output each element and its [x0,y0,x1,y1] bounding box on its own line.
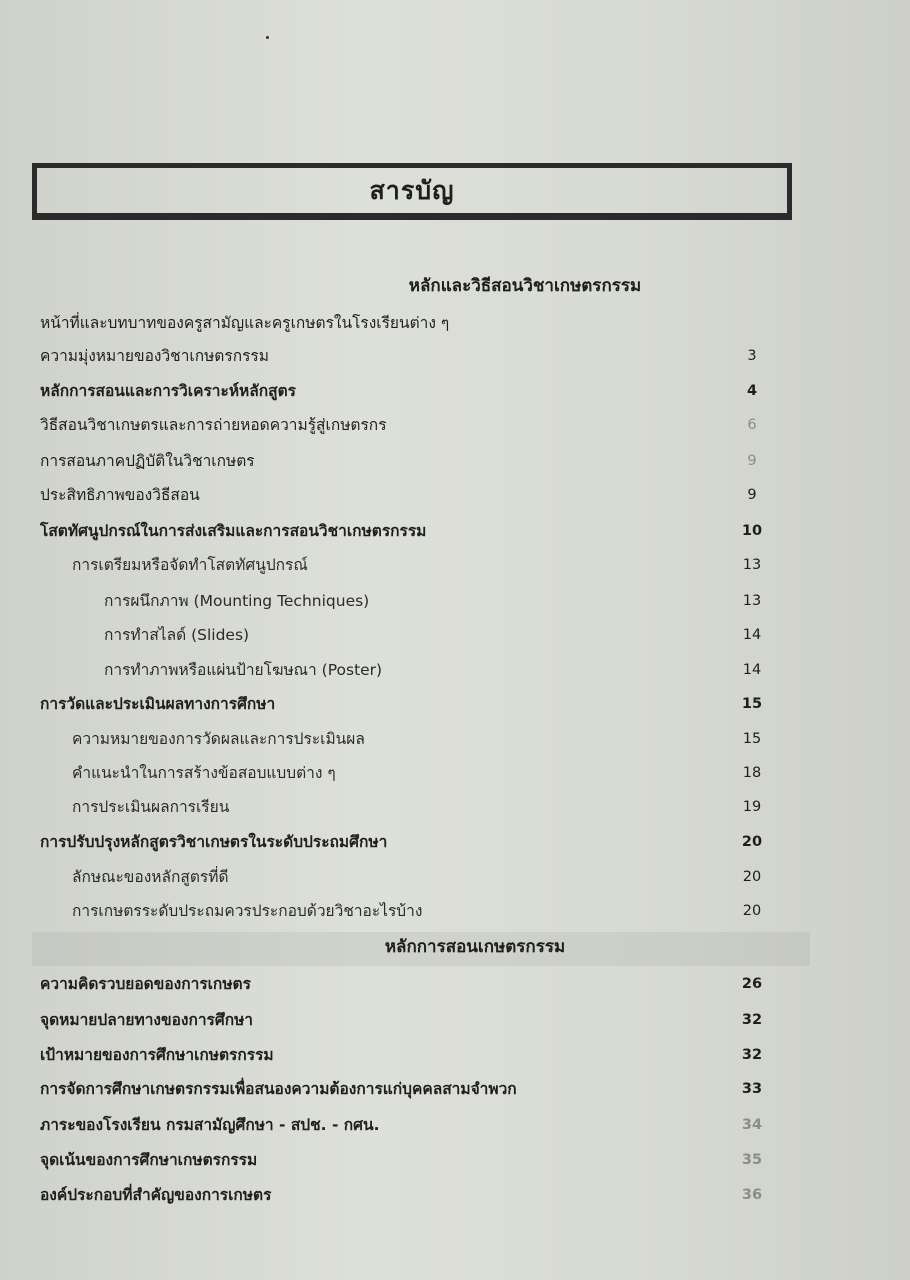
toc-entry-page: 18 [742,765,762,781]
toc-entry-label: การจัดการศึกษาเกษตรกรรมเพื่อสนองความต้องการแก่บุคคลสามจำพวก [40,1080,517,1098]
toc-entry-label: ความคิดรวบยอดของการเกษตร [40,975,251,993]
toc-entry-page: 9 [747,453,757,469]
toc-entry-page: 15 [741,696,763,712]
toc-entry-page: 35 [741,1152,763,1168]
toc-entry [0,726,910,752]
toc-entry-label: การเตรียมหรือจัดทำโสตทัศนูปกรณ์ [72,556,308,574]
toc-entry-label: การประเมินผลการเรียน [72,798,230,816]
toc-entry [0,760,910,786]
toc-entry [0,1007,910,1033]
toc-entry-label: โสตทัศนูปกรณ์ในการส่งเสริมและการสอนวิชาเกษตรกรรม [40,522,427,540]
toc-entry-label: การทำภาพหรือแผ่นป้ายโฆษณา (Poster) [104,661,383,679]
section-heading-1: หลักและวิธีสอนวิชาเกษตรกรรม [408,276,642,296]
toc-entry-label: หลักการสอนและการวิเคราะห์หลักสูตร [40,382,296,400]
toc-entry [0,1147,910,1173]
toc-entry [0,412,910,438]
toc-entry-label: การเกษตรระดับประถมควรประกอบด้วยวิชาอะไรบ้าง [72,902,423,920]
toc-entry-label: ประสิทธิภาพของวิธีสอน [40,486,200,504]
toc-entry-label: เป้าหมายของการศึกษาเกษตรกรรม [40,1046,274,1064]
toc-entry-page: 10 [741,523,763,539]
toc-entry [0,657,910,683]
toc-entry-page: 20 [742,869,762,885]
page-title: สารบัญ [369,175,455,205]
toc-entry-label: จุดหมายปลายทางของการศึกษา [40,1011,254,1029]
toc-entry-page: 13 [742,557,762,573]
toc-entry [0,864,910,890]
toc-entry-page: 26 [741,976,763,992]
toc-entry [0,482,910,508]
toc-entry [0,971,910,997]
speck [266,36,269,39]
toc-entry [0,343,910,369]
toc-entry-page: 6 [747,417,757,433]
toc-entry [0,552,910,578]
toc-entry [0,1042,910,1068]
toc-entry-label: การสอนภาคปฏิบัติในวิชาเกษตร [40,452,255,470]
toc-entry-label: การผนึกภาพ (Mounting Techniques) [104,592,370,610]
toc-entry [0,691,910,717]
toc-entry-label: ความมุ่งหมายของวิชาเกษตรกรรม [40,347,269,365]
toc-entry-label: การวัดและประเมินผลทางการศึกษา [40,695,276,713]
toc-entry-label: ลักษณะของหลักสูตรที่ดี [72,868,229,886]
toc-entry [0,622,910,648]
toc-entry [0,1112,910,1138]
toc-entry-label: คำแนะนำในการสร้างข้อสอบแบบต่าง ๆ [72,764,336,782]
toc-entry-page: 20 [742,903,762,919]
toc-entry-label: วิธีสอนวิชาเกษตรและการถ่ายหอดความรู้สู่เกษตรกร [40,416,387,434]
toc-entry-page: 13 [742,593,762,609]
toc-entry [0,829,910,855]
toc-entry-label: จุดเน้นของการศึกษาเกษตรกรรม [40,1151,258,1169]
toc-entry [0,448,910,474]
toc-entry-label: องค์ประกอบที่สำคัญของการเกษตร [40,1186,272,1204]
toc-entry-page: 9 [747,487,757,503]
toc-entry-page: 32 [741,1047,763,1063]
toc-entry-label: ความหมายของการวัดผลและการประเมินผล [72,730,365,748]
toc-entry [0,310,910,336]
toc-entry-page: 19 [742,799,762,815]
toc-entry-page: 34 [741,1117,763,1133]
toc-entry [0,1182,910,1208]
section-heading-2: หลักการสอนเกษตรกรรม [384,937,566,957]
toc-entry-label: การปรับปรุงหลักสูตรวิชาเกษตรในระดับประถมศึกษา [40,833,388,851]
toc-entry-page: 3 [747,348,757,364]
toc-entry-label: ภาระของโรงเรียน กรมสามัญศึกษา - สปช. - กศน. [40,1116,380,1134]
toc-entry-page: 32 [741,1012,763,1028]
toc-entry-page: 20 [741,834,763,850]
toc-entry [0,588,910,614]
toc-entry-page: 4 [746,383,758,399]
title-box [32,163,792,220]
toc-entry [0,518,910,544]
toc-entry-page: 36 [741,1187,763,1203]
toc-entry [0,378,910,404]
toc-entry-label: หน้าที่และบทบาทของครูสามัญและครูเกษตรในโรงเรียนต่าง ๆ [40,314,450,332]
toc-entry-page: 33 [741,1081,763,1097]
toc-entry [0,794,910,820]
toc-entry-page: 15 [742,731,762,747]
toc-entry [0,898,910,924]
toc-entry-page: 14 [742,662,762,678]
toc-entry [0,1076,910,1102]
toc-entry-label: การทำสไลด์ (Slides) [104,626,250,644]
toc-entry-page: 14 [742,627,762,643]
